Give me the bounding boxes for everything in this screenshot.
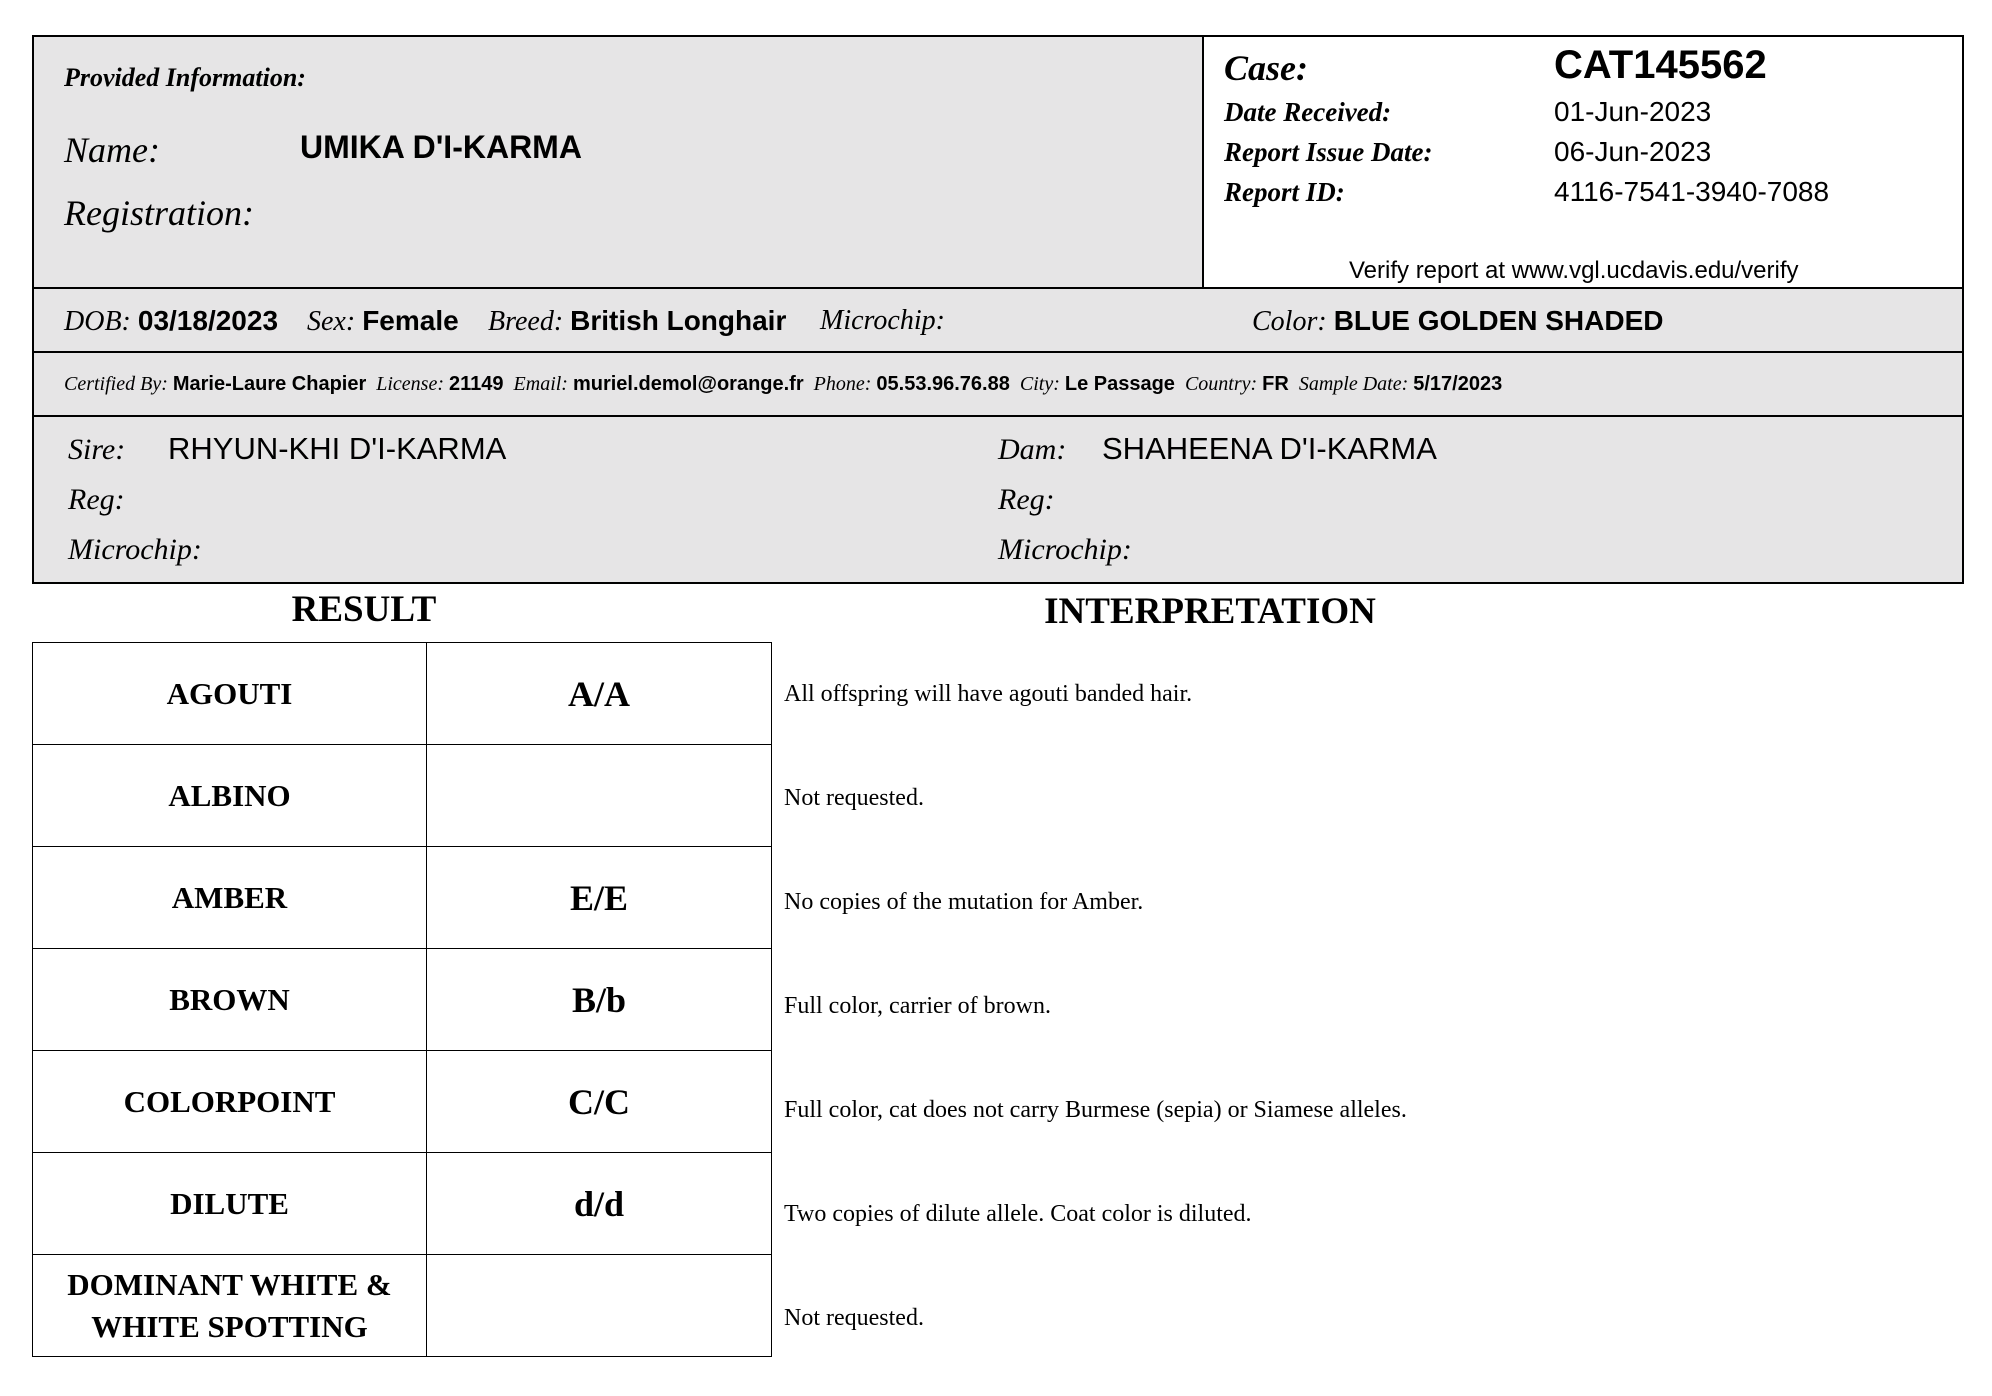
- sire-reg-label: Reg:: [68, 483, 125, 516]
- case-label: Case:: [1224, 48, 1308, 88]
- case-info-panel: [1204, 37, 1962, 287]
- gene-name: ALBINO: [33, 745, 427, 847]
- table-row: [33, 643, 772, 745]
- interpretation-item: Full color, cat does not carry Burmese (sepia) or Siamese alleles.: [784, 1096, 1407, 1123]
- gene-name: AMBER: [33, 847, 427, 949]
- license-label: License:: [376, 373, 445, 395]
- sample-date-value: 5/17/2023: [1413, 373, 1503, 395]
- report-id-label: Report ID:: [1224, 177, 1345, 207]
- provided-information-heading: Provided Information:: [64, 63, 306, 92]
- verify-report-link[interactable]: Verify report at www.vgl.ucdavis.edu/verify: [1349, 257, 1799, 284]
- breed-label: Breed:: [488, 306, 564, 337]
- report-issue-date-label: Report Issue Date:: [1224, 137, 1433, 167]
- genotype: [427, 1255, 772, 1357]
- genotype: d/d: [427, 1153, 772, 1255]
- sample-date-label: Sample Date:: [1298, 373, 1409, 395]
- country-value: FR: [1262, 373, 1289, 395]
- interpretation-item: Full color, carrier of brown.: [784, 992, 1051, 1019]
- interpretation-list: [784, 642, 1934, 1370]
- dob-label: DOB:: [64, 306, 131, 337]
- country-label: Country:: [1184, 373, 1258, 395]
- gene-name: COLORPOINT: [33, 1051, 427, 1153]
- gene-name: AGOUTI: [33, 643, 427, 745]
- report-issue-date-value: 06-Jun-2023: [1554, 136, 1712, 167]
- gene-name-line-1: DOMINANT WHITE &: [67, 1266, 392, 1302]
- dam-reg-label: Reg:: [998, 483, 1055, 516]
- cat-name: UMIKA D'I-KARMA: [300, 129, 582, 165]
- report-header: [32, 35, 1964, 289]
- interpretation-item: Two copies of dilute allele. Coat color is diluted.: [784, 1200, 1252, 1227]
- email-label: Email:: [513, 373, 568, 395]
- sire-name: RHYUN-KHI D'I-KARMA: [168, 431, 507, 466]
- table-row: [33, 1051, 772, 1153]
- parents-band: [32, 417, 1964, 584]
- date-received-label: Date Received:: [1224, 97, 1392, 127]
- interpretation-item: No copies of the mutation for Amber.: [784, 888, 1144, 915]
- genotype: B/b: [427, 949, 772, 1051]
- gene-name: DILUTE: [33, 1153, 427, 1255]
- date-received-value: 01-Jun-2023: [1554, 96, 1712, 127]
- genotype: A/A: [427, 643, 772, 745]
- table-row: [33, 847, 772, 949]
- dam-microchip-label: Microchip:: [998, 533, 1132, 566]
- report-id-value: 4116-7541-3940-7088: [1554, 176, 1830, 207]
- interpretation-title: INTERPRETATION: [1044, 591, 1376, 632]
- certifier-band: [32, 353, 1964, 417]
- interpretation-item: Not requested.: [784, 784, 924, 811]
- genotype: [427, 745, 772, 847]
- interpretation-item: Not requested.: [784, 1304, 924, 1331]
- results-table: [32, 642, 772, 1357]
- certifier-line: [64, 373, 1502, 396]
- genotype: E/E: [427, 847, 772, 949]
- city-label: City:: [1019, 373, 1060, 395]
- table-row: [33, 1255, 772, 1357]
- city-value: Le Passage: [1064, 373, 1175, 395]
- certified-by-label: Certified By:: [64, 373, 168, 395]
- breed-value: British Longhair: [570, 305, 787, 336]
- table-row: [33, 745, 772, 847]
- genotype: C/C: [427, 1051, 772, 1153]
- color-value: BLUE GOLDEN SHADED: [1333, 305, 1664, 336]
- dam-label: Dam:: [998, 433, 1067, 466]
- gene-name: [33, 1255, 427, 1357]
- sex-value: Female: [362, 305, 459, 336]
- dob-value: 03/18/2023: [137, 305, 279, 336]
- name-label: Name:: [64, 130, 160, 170]
- phone-value: 05.53.96.76.88: [876, 373, 1010, 395]
- sire-label: Sire:: [68, 433, 126, 466]
- email-value: muriel.demol@orange.fr: [572, 373, 804, 395]
- animal-details-band: [32, 289, 1964, 353]
- result-title: RESULT: [291, 589, 437, 630]
- provided-information-panel: [34, 37, 1204, 287]
- sire-microchip-label: Microchip:: [68, 533, 202, 566]
- dam-name: SHAHEENA D'I-KARMA: [1102, 431, 1437, 466]
- registration-label: Registration:: [64, 193, 254, 233]
- gene-name: BROWN: [33, 949, 427, 1051]
- interpretation-item: All offspring will have agouti banded hair.: [784, 680, 1193, 707]
- certified-by-value: Marie-Laure Chapier: [172, 373, 367, 395]
- sex-label: Sex:: [307, 306, 356, 337]
- case-number: CAT145562: [1554, 43, 1767, 87]
- microchip-label: Microchip:: [820, 305, 945, 336]
- license-value: 21149: [449, 373, 504, 395]
- phone-label: Phone:: [813, 373, 872, 395]
- color-label: Color:: [1252, 306, 1327, 337]
- gene-name-line-2: WHITE SPOTTING: [91, 1308, 368, 1344]
- table-row: [33, 1153, 772, 1255]
- table-row: [33, 949, 772, 1051]
